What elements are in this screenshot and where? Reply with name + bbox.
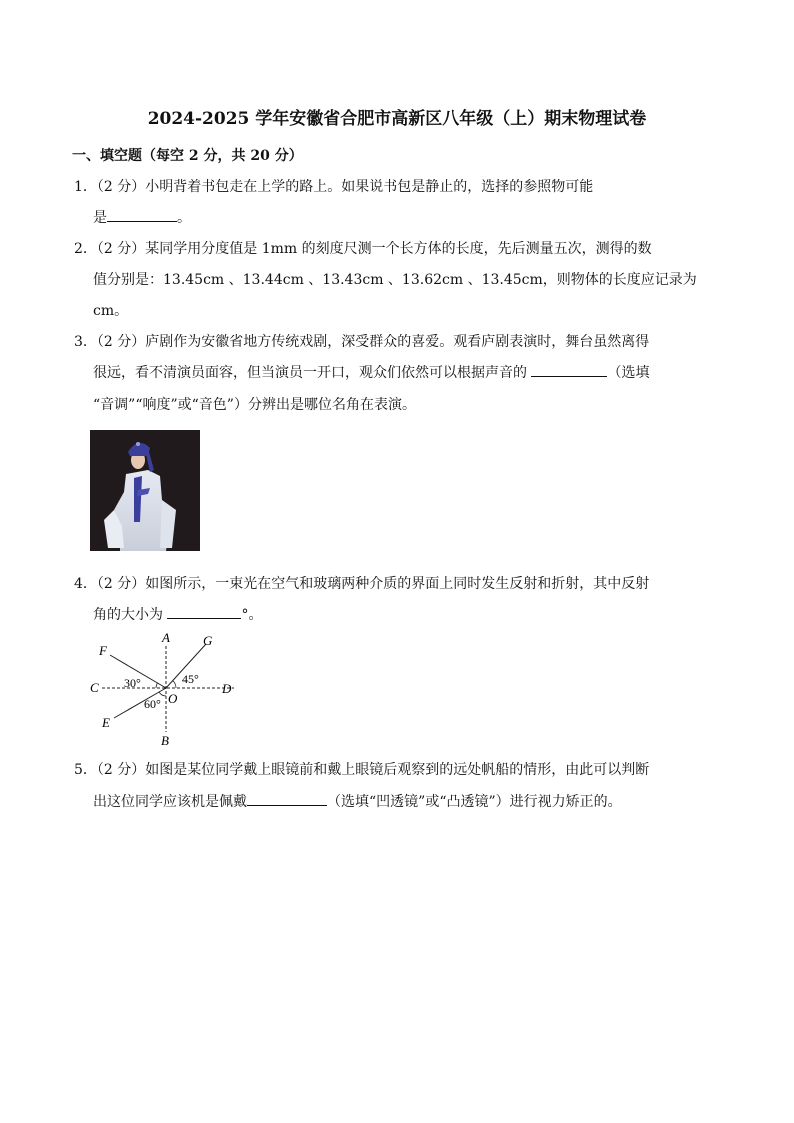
question-1-text-a: 是 [93, 210, 107, 226]
question-5-line-1: 5．（2 分）如图是某位同学戴上眼镜前和戴上眼镜后观察到的远处帆船的情形，由此可以判断 [74, 762, 650, 778]
question-2-line-3: cm。 [93, 303, 129, 319]
label-c: C [90, 680, 99, 695]
label-d: D [222, 681, 232, 696]
angle-label-45: 45° [182, 672, 199, 686]
question-3-text-b: （选填 [607, 365, 650, 381]
opera-performer-photo [90, 430, 200, 551]
question-4-text-a: 角的大小为 [93, 607, 163, 623]
question-4-text-b: °。 [241, 607, 263, 623]
question-3-answer-blank[interactable] [531, 364, 607, 377]
question-5-text-b: （选填“凹透镜”或“凸透镜”）进行视力矫正的。 [327, 794, 622, 810]
question-1-line-1: 1．（2 分）小明背着书包走在上学的路上。如果说书包是静止的，选择的参照物可能 [74, 179, 594, 195]
question-3-line-1: 3．（2 分）庐剧作为安徽省地方传统戏剧，深受群众的喜爱。观看庐剧表演时，舞台虽然离得 [74, 334, 650, 350]
label-b: B [161, 733, 169, 748]
question-2-line-2: 值分别是：13.45cm 、13.44cm 、13.43cm 、13.62cm 、13.45cm，则物体的长度应记录为 [93, 272, 697, 288]
question-4-answer-blank[interactable] [167, 606, 241, 619]
question-4-line-1: 4．（2 分）如图所示，一束光在空气和玻璃两种介质的界面上同时发生反射和折射，其中反射 [74, 576, 650, 592]
label-a: A [162, 630, 170, 645]
question-3-line-3: “音调”“响度”或“音色”）分辨出是哪位名角在表演。 [93, 397, 416, 413]
question-5-text-a: 出这位同学应该机是佩戴 [93, 794, 247, 810]
question-3-text-a: 很远，看不清演员面容，但当演员一开口，观众们依然可以根据声音的 [93, 365, 527, 381]
angle-label-30: 30° [124, 676, 141, 690]
question-2-line-1: 2．（2 分）某同学用分度值是 1mm 的刻度尺测一个长方体的长度，先后测量五次，测得的数 [74, 241, 652, 257]
question-4-line-2 [93, 604, 262, 624]
label-f: F [99, 643, 107, 658]
light-refraction-diagram [86, 628, 246, 750]
label-e: E [102, 715, 110, 730]
page-title: 2024-2025 学年安徽省合肥市高新区八年级（上）期末物理试卷 [147, 109, 647, 129]
label-g: G [203, 633, 213, 648]
question-1-answer-blank[interactable] [107, 209, 177, 222]
question-3-line-2 [93, 362, 649, 382]
question-5-answer-blank[interactable] [247, 793, 327, 806]
angle-label-60: 60° [144, 697, 161, 711]
label-o: O [168, 691, 178, 706]
question-1-text-b: 。 [177, 210, 191, 226]
question-5-line-2 [93, 791, 622, 811]
section-heading-fill-in: 一、填空题（每空 2 分，共 20 分） [72, 148, 303, 164]
question-1-line-2 [93, 207, 191, 227]
